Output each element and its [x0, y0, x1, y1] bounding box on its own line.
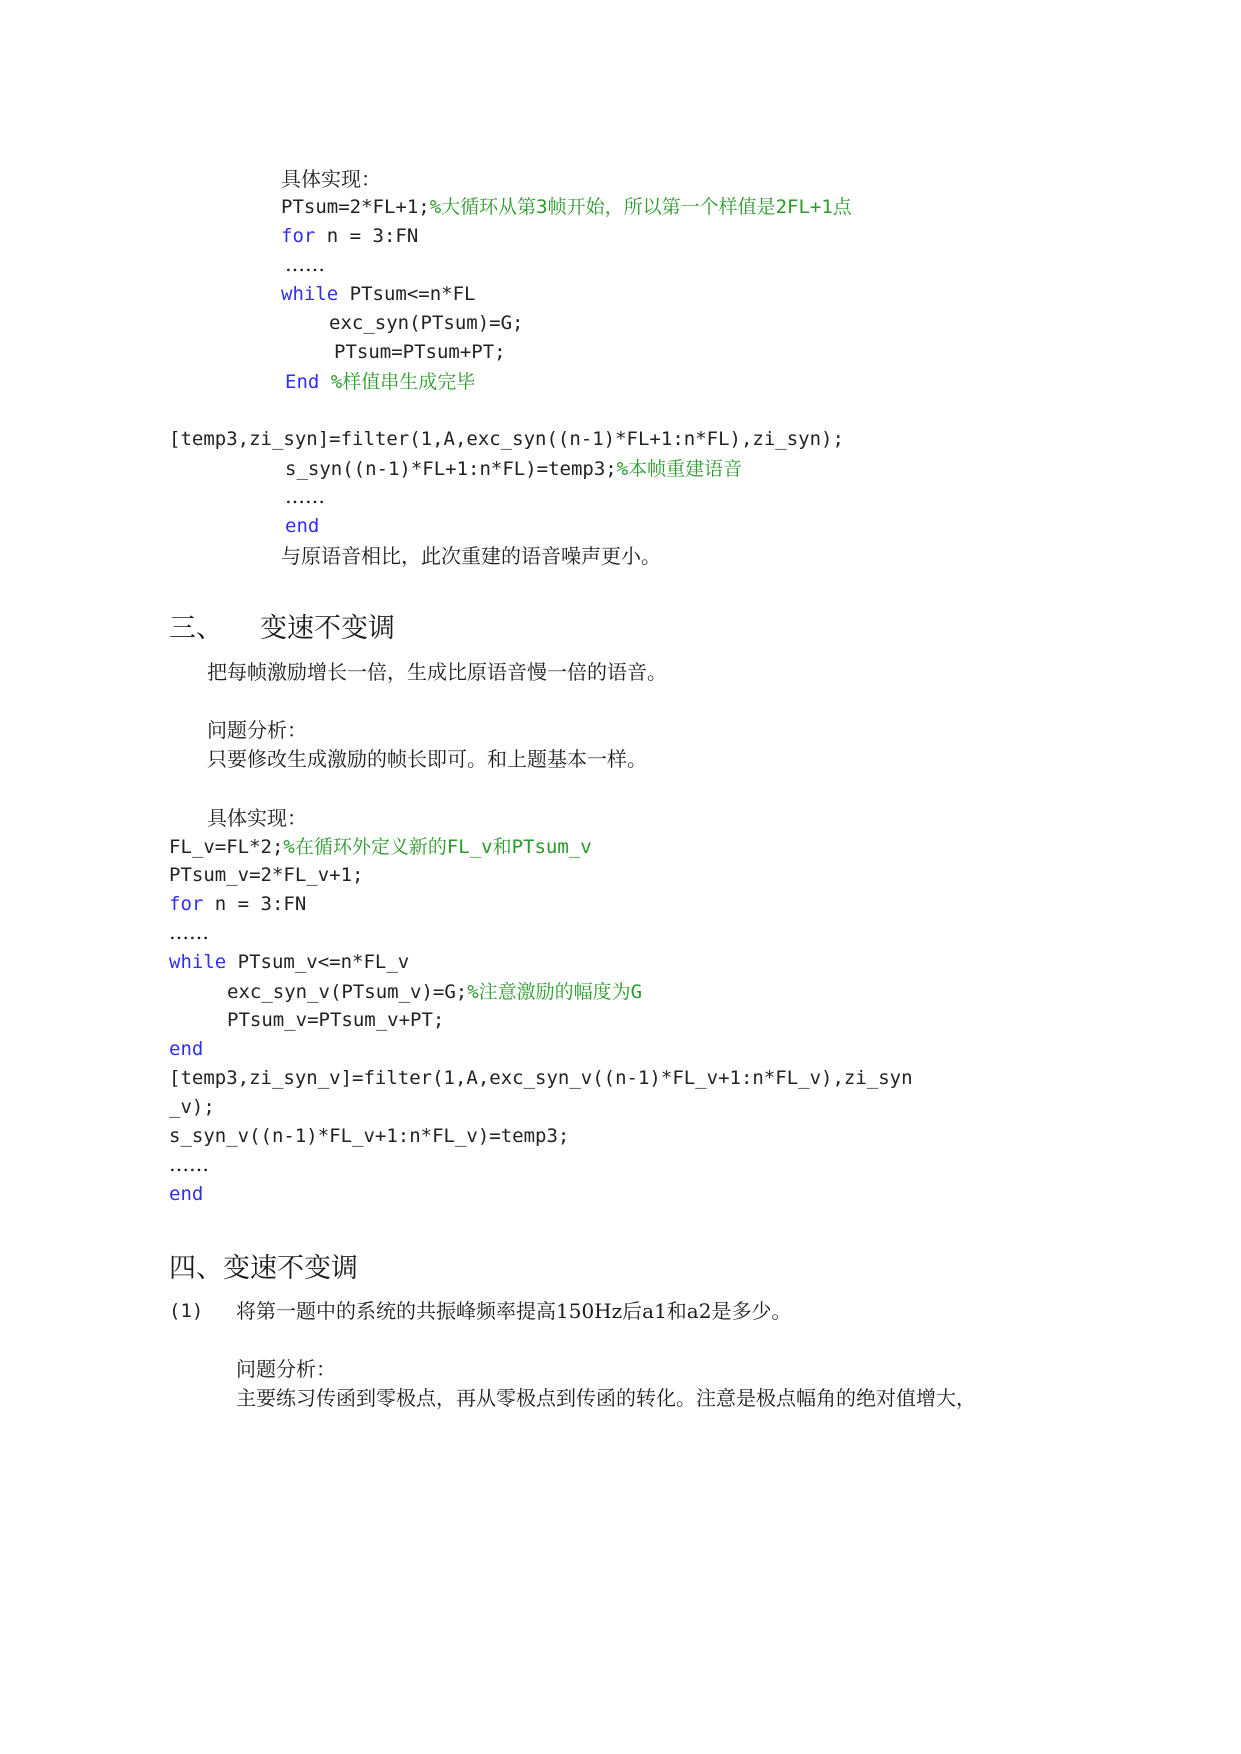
section-title: 四、变速不变调: [169, 1253, 358, 1284]
analysis-label: 问题分析：: [236, 1357, 336, 1381]
code-line: [281, 227, 418, 246]
item-text: 将第一题中的系统的共振峰频率提高150Hz后a1和a2是多少。: [236, 1299, 792, 1323]
code-line: [169, 953, 409, 972]
code-line: [281, 285, 475, 304]
code-comment: %注意激励的幅度为G: [467, 981, 643, 1003]
code-text: PTsum_v<=n*FL_v: [226, 951, 410, 973]
code-text: s_syn((n-1)*FL+1:n*FL)=temp3;: [285, 458, 617, 480]
code-line: [temp3,zi_syn]=filter(1,A,exc_syn((n-1)*FL+1:n*FL),zi_syn);: [169, 428, 844, 450]
code-comment: %大循环从第3帧开始，所以第一个样值是2FL+1点: [429, 196, 852, 218]
ellipsis: ……: [285, 484, 325, 508]
code-line: [285, 373, 475, 392]
code-line: [169, 895, 306, 914]
code-keyword: while: [281, 283, 339, 305]
analysis-text: 主要练习传函到零极点，再从零极点到传函的转化。注意是极点幅角的绝对值增大，: [236, 1386, 976, 1410]
section-title: 变速不变调: [260, 613, 395, 644]
code-comment: %样值串生成完毕: [330, 371, 476, 393]
code-line: PTsum_v=2*FL_v+1;: [169, 864, 364, 886]
code-comment: %本帧重建语音: [616, 458, 743, 480]
analysis-text: 只要修改生成激励的帧长即可。和上题基本一样。: [207, 747, 647, 771]
code-keyword: while: [169, 951, 227, 973]
code-keyword: End: [285, 371, 320, 393]
ellipsis: ……: [285, 252, 325, 276]
code-text: exc_syn_v(PTsum_v)=G;: [227, 981, 468, 1003]
impl-label: 具体实现：: [281, 167, 381, 191]
code-line: PTsum=PTsum+PT;: [334, 341, 506, 363]
code-line: [temp3,zi_syn_v]=filter(1,A,exc_syn_v((n-1)*FL_v+1:n*FL_v),zi_syn: [169, 1067, 913, 1089]
code-line: exc_syn(PTsum)=G;: [329, 312, 524, 334]
code-line: s_syn_v((n-1)*FL_v+1:n*FL_v)=temp3;: [169, 1125, 570, 1147]
code-line: _v);: [169, 1096, 215, 1118]
code-keyword: end: [169, 1183, 204, 1205]
code-line: PTsum_v=PTsum_v+PT;: [227, 1009, 445, 1031]
code-text: n = 3:FN: [315, 225, 419, 247]
code-line: [169, 1040, 203, 1059]
code-line: [285, 460, 742, 479]
ellipsis: ……: [169, 1152, 209, 1176]
code-text: PTsum=2*FL+1;: [281, 196, 430, 218]
code-text: FL_v=FL*2;: [169, 836, 284, 858]
code-comment: %在循环外定义新的FL_v和PTsum_v: [283, 836, 592, 858]
code-line: [281, 198, 852, 217]
ellipsis: ……: [169, 920, 209, 944]
analysis-label: 问题分析：: [207, 718, 307, 742]
code-keyword: end: [285, 515, 320, 537]
section-number: 三、: [169, 613, 223, 644]
code-line: [227, 983, 642, 1002]
item-number: (1): [169, 1300, 204, 1322]
code-text: PTsum<=n*FL: [338, 283, 476, 305]
code-text: n = 3:FN: [203, 893, 307, 915]
conclusion-text: 与原语音相比，此次重建的语音噪声更小。: [281, 544, 661, 568]
code-keyword: for: [281, 225, 316, 247]
section-description: 把每帧激励增长一倍，生成比原语音慢一倍的语音。: [207, 660, 667, 684]
code-keyword: end: [169, 1038, 204, 1060]
code-line: [169, 838, 592, 857]
code-line: [285, 517, 319, 536]
impl-label: 具体实现：: [207, 806, 307, 830]
code-keyword: for: [169, 893, 204, 915]
code-line: [169, 1185, 203, 1204]
